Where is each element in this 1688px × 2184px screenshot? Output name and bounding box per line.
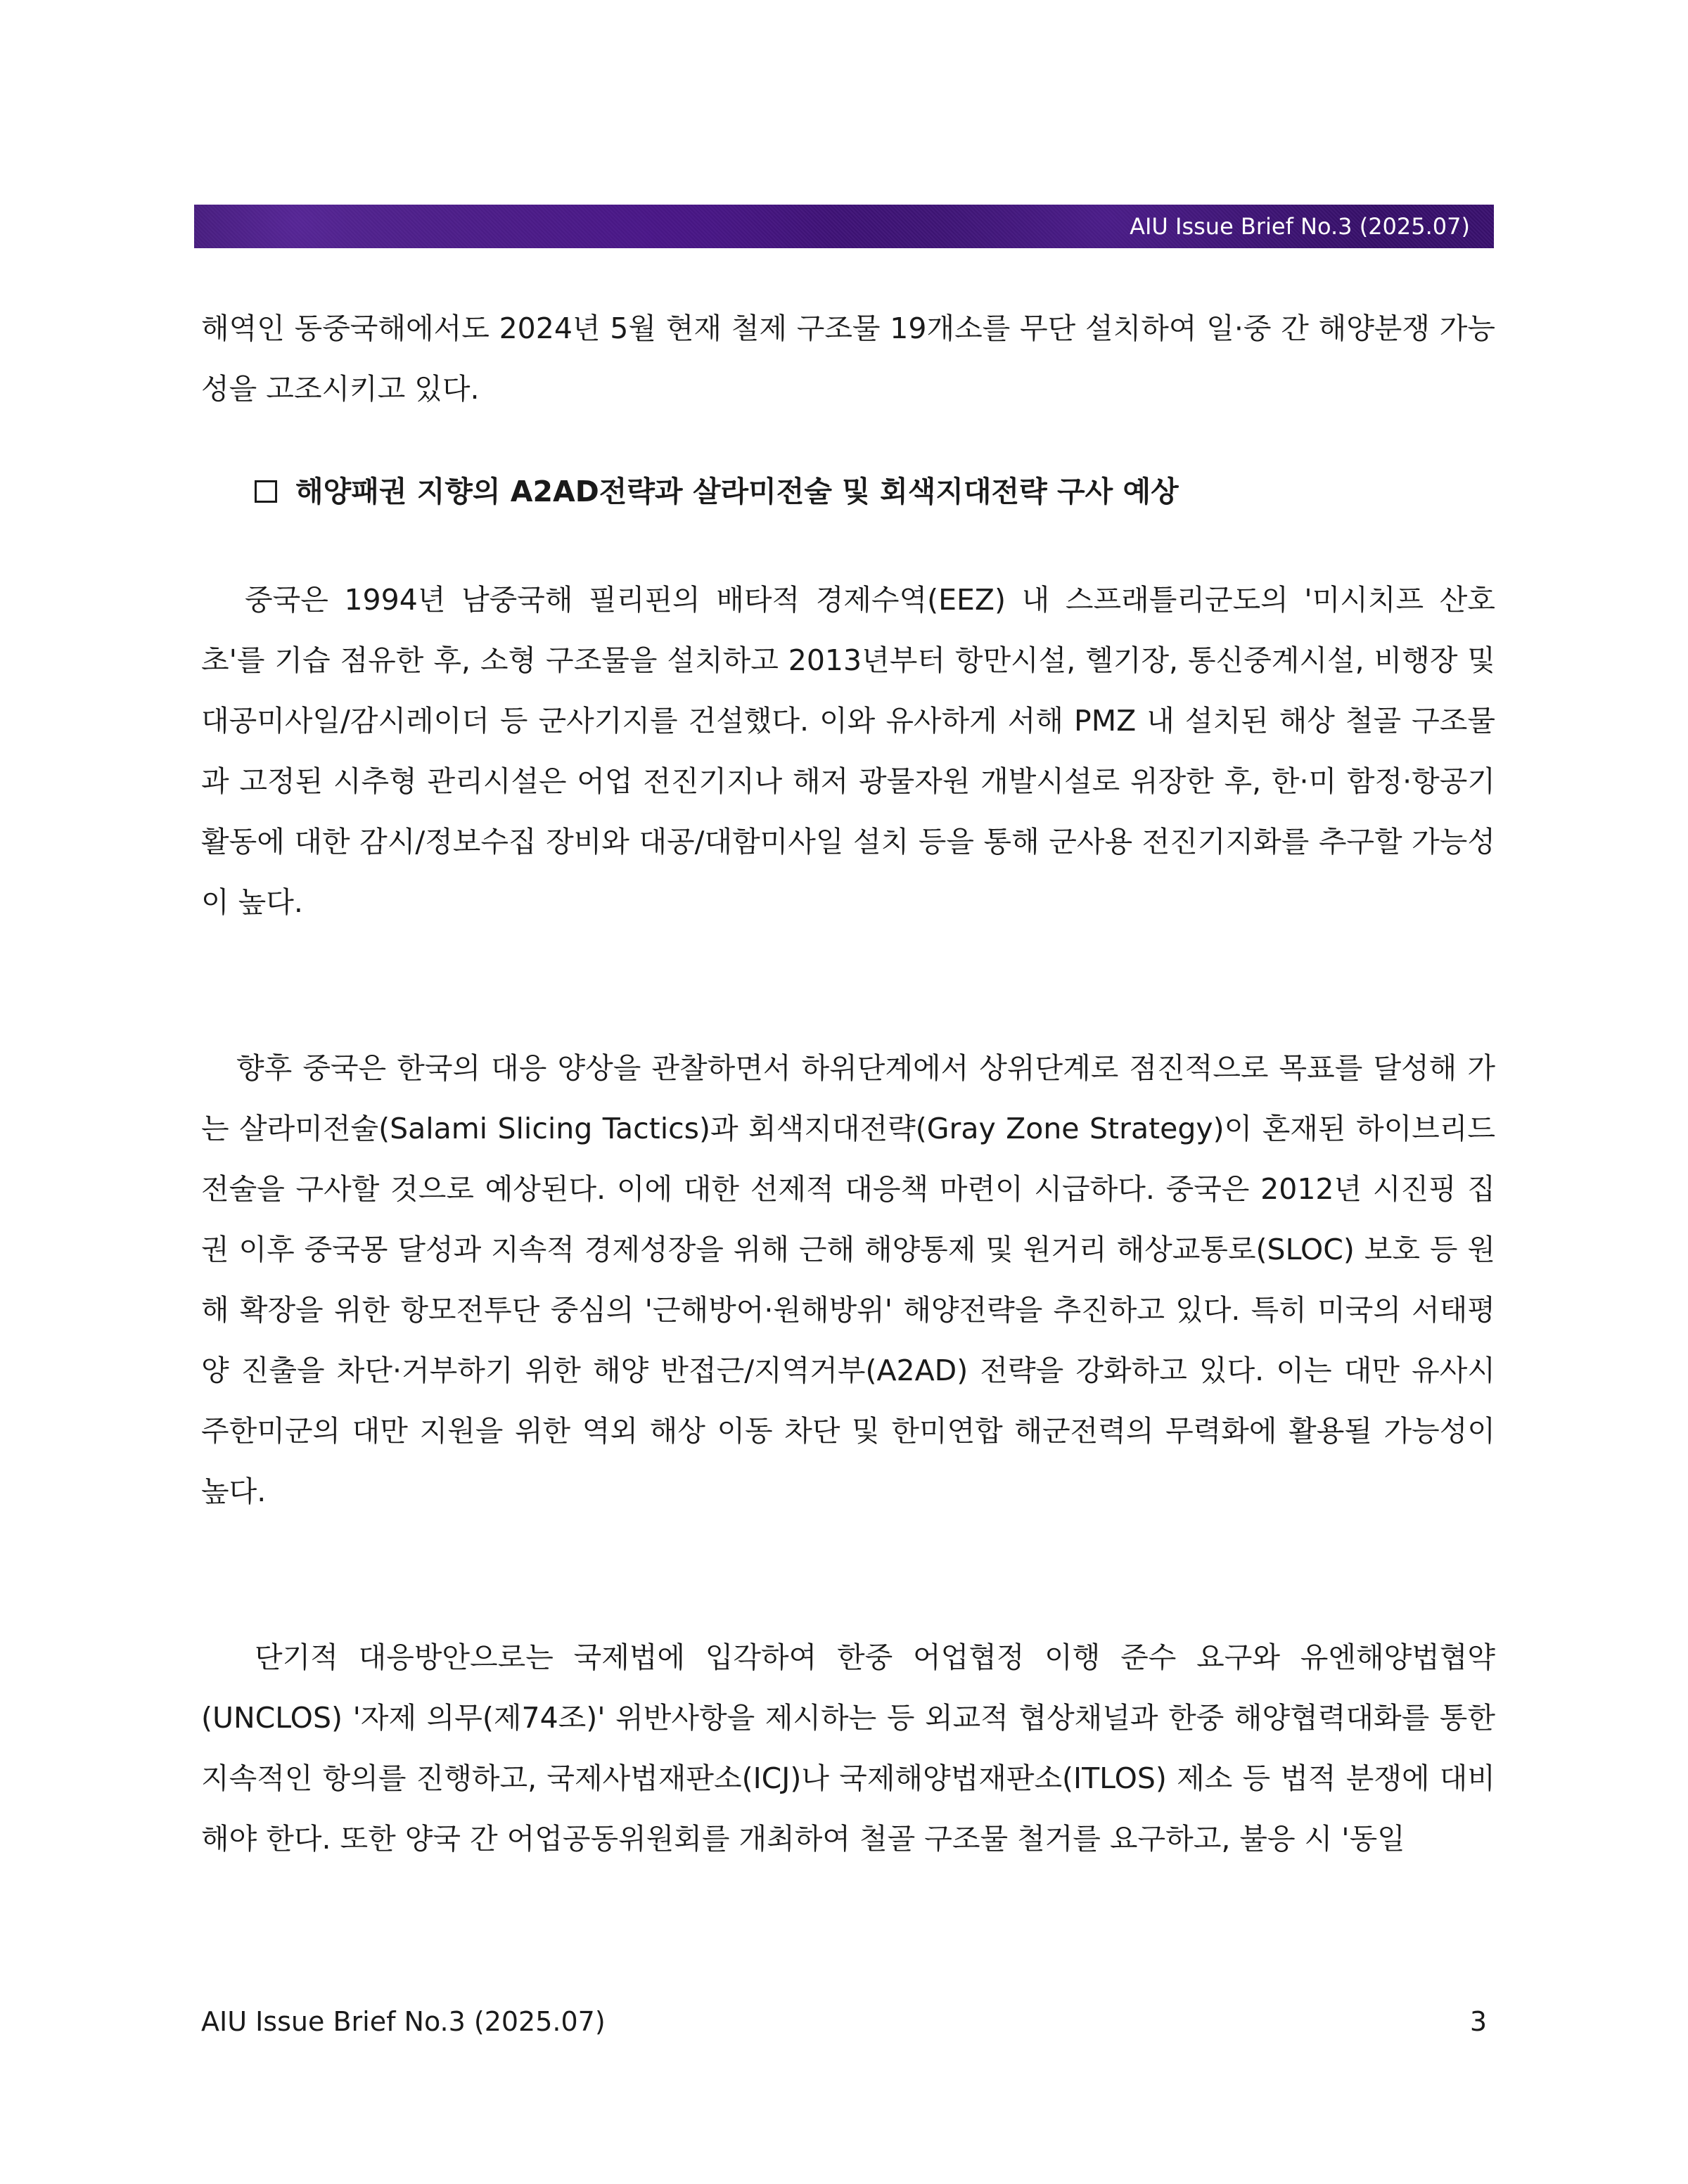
section-heading bbox=[255, 467, 1179, 516]
footer-title: AIU Issue Brief No.3 (2025.07) bbox=[201, 2006, 606, 2037]
paragraph-3: 향후 중국은 한국의 대응 양상을 관찰하면서 하위단계에서 상위단계로 점진적으로 목표를 달성해 가는 살라미전술(Salami Slicing Tactics)과 회색지대전략(Gray Zone Strategy)이 혼재된 하이브리드전술을 구사할 것으로 예상된다. 이에 대한 선제적 대응책 마련이 시급하다. 중국은 2012년 시진핑 집권 이후 중국몽 달성과 지속적 경제성장을 위해 근해 해양통제 및 원거리 해상교통로(SLOC) 보호 등 원해 확장을 위한 항모전투단 중심의 '근해방어·원해방위' 해양전략을 추진하고 있다. 특히 미국의 서태평양 진출을 차단·거부하기 위한 해양 반접근/지역거부(A2AD) 전략을 강화하고 있다. 이는 대만 유사시 주한미군의 대만 지원을 위한 역외 해상 이동 차단 및 한미연합 해군전력의 무력화에 활용될 가능성이 높다. bbox=[201, 1051, 1495, 1508]
paragraph-2: 중국은 1994년 남중국해 필리핀의 배타적 경제수역(EEZ) 내 스프래틀리군도의 '미시치프 산호초'를 기습 점유한 후, 소형 구조물을 설치하고 2013년부터 항만시설, 헬기장, 통신중계시설, 비행장 및 대공미사일/감시레이더 등 군사기지를 건설했다. 이와 유사하게 서해 PMZ 내 설치된 해상 철골 구조물과 고정된 시추형 관리시설은 어업 전진기지나 해저 광물자원 개발시설로 위장한 후, 한·미 함정·항공기 활동에 대한 감시/정보수집 장비와 대공/대함미사일 설치 등을 통해 군사용 전진기지화를 추구할 가능성이 높다. bbox=[201, 583, 1495, 919]
header-bar bbox=[194, 205, 1494, 248]
paragraph-4: 단기적 대응방안으로는 국제법에 입각하여 한중 어업협정 이행 준수 요구와 유엔해양법협약(UNCLOS) '자제 의무(제74조)' 위반사항을 제시하는 등 외교적 협상채널과 한중 해양협력대화를 통한 지속적인 항의를 진행하고, 국제사법재판소(ICJ)나 국제해양법재판소(ITLOS) 제소 등 법적 분쟁에 대비해야 한다. 또한 양국 간 어업공동위원회를 개최하여 철골 구조물 철거를 요구하고, 불응 시 '동일 bbox=[201, 1640, 1495, 1856]
section-heading-text: 해양패권 지향의 A2AD전략과 살라미전술 및 회색지대전략 구사 예상 bbox=[295, 475, 1179, 508]
checkbox-icon bbox=[255, 480, 277, 503]
paragraph-1: 해역인 동중국해에서도 2024년 5월 현재 철제 구조물 19개소를 무단 설치하여 일·중 간 해양분쟁 가능성을 고조시키고 있다. bbox=[201, 311, 1495, 406]
page-number: 3 bbox=[1469, 2006, 1487, 2037]
header-title: AIU Issue Brief No.3 (2025.07) bbox=[1130, 213, 1470, 240]
